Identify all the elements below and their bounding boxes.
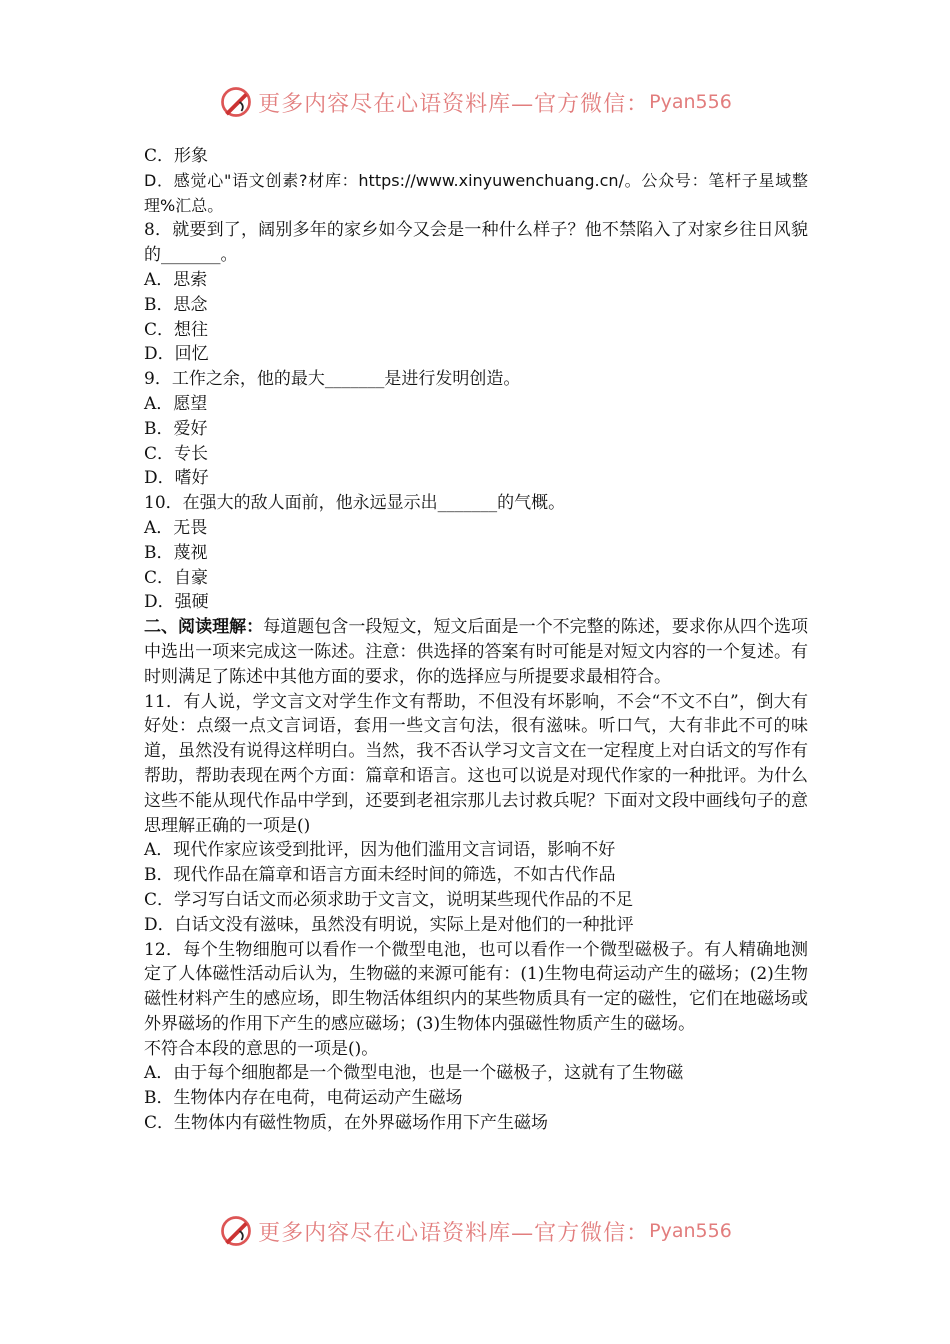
option-line: A．现代作家应该受到批评，因为他们滥用文言词语，影响不好: [144, 840, 616, 861]
option-line: A．无畏: [144, 517, 208, 538]
banner-text: 更多内容尽在心语资料库—官方微信：: [258, 1220, 650, 1246]
banner-text: 更多内容尽在心语资料库—官方微信：: [258, 91, 650, 117]
question-10: 10．在强大的敌人面前，他永远显示出_______的气概。: [144, 493, 566, 514]
footer-watermark-banner: [0, 1209, 950, 1253]
option-line: D．强硬: [144, 592, 209, 613]
option-line: D．回忆: [144, 344, 209, 365]
option-line: B．现代作品在篇章和语言方面未经时间的筛选，不如古代作品: [144, 865, 616, 886]
question-12: 12．每个生物细胞可以看作一个微型电池，也可以看作一个微型磁极子。有人精确地测定了人体磁性活动后认为，生物磁的来源可能有：(1)生物电荷运动产生的磁场；(2)生物磁性材料产生的感应场，即生物活体组织内的某些物质具有一定的磁性，它们在地磁场或外界磁场的作用下产生的感应磁场；(3)生物体内强磁性物质产生的磁场。: [144, 939, 808, 1034]
promo-line: D．感觉心"语文创素?材库：https://www.xinyuwenchuang.cn/。公众号：笔杆子星域整理%汇总。: [144, 170, 808, 215]
option-line: C．学习写白话文而必须求助于文言文，说明某些现代作品的不足: [144, 889, 634, 910]
option-line: D．嗜好: [144, 468, 209, 489]
option-line: B．生物体内存在电荷，电荷运动产生磁场: [144, 1088, 463, 1109]
option-line: A．思索: [144, 269, 208, 290]
question-12-stem: 不符合本段的意思的一项是()。: [144, 1038, 379, 1059]
brush-logo-icon: [218, 1213, 254, 1249]
option-line: B．蔑视: [144, 542, 208, 563]
option-line: B．爱好: [144, 418, 208, 439]
option-line: C．生物体内有磁性物质，在外界磁场作用下产生磁场: [144, 1113, 549, 1134]
option-line: C．形象: [144, 146, 209, 166]
option-line: C．想往: [144, 319, 209, 340]
header-watermark-banner: [0, 80, 950, 124]
option-line: A．由于每个细胞都是一个微型电池，也是一个磁极子，这就有了生物磁: [144, 1063, 684, 1084]
section-2-title: 二、阅读理解：: [144, 617, 264, 638]
option-line: B．思念: [144, 294, 208, 315]
section-2-intro: [144, 615, 808, 689]
banner-wechat-id: Pyan556: [649, 1220, 732, 1242]
option-line: A．愿望: [144, 393, 208, 414]
question-8: 8．就要到了，阔别多年的家乡如今又会是一种什么样子？他不禁陷入了对家乡往日风貌的_______。: [144, 220, 808, 266]
section-2-instructions: 每道题包含一段短文，短文后面是一个不完整的陈述，要求你从四个选项中选出一项来完成这一陈述。注意：供选择的答案有时可能是对短文内容的一个复述。有时则满足了陈述中其他方面的要求，你的选择应与所提要求最相符合。: [144, 617, 809, 687]
brush-logo-icon: [218, 84, 254, 120]
document-body: [144, 144, 808, 1136]
question-11: 11．有人说，学文言文对学生作文有帮助，不但没有坏影响，不会“不文不白”，倒大有好处：点缀一点文言词语，套用一些文言句法，很有滋味。听口气，大有非此不可的味道，虽然没有说得这样明白。当然，我不否认学习文言文在一定程度上对白话文的写作有帮助，帮助表现在两个方面：篇章和语言。这也可以说是对现代作家的一种批评。为什么这些不能从现代作品中学到，还要到老祖宗那儿去讨救兵呢？下面对文段中画线句子的意思理解正确的一项是(): [144, 691, 808, 836]
option-line: D．白话文没有滋味，虽然没有明说，实际上是对他们的一种批评: [144, 914, 634, 935]
option-line: C．自豪: [144, 567, 209, 588]
option-line: C．专长: [144, 443, 209, 464]
banner-wechat-id: Pyan556: [649, 91, 732, 113]
question-9: 9．工作之余，他的最大_______是进行发明创造。: [144, 369, 521, 390]
